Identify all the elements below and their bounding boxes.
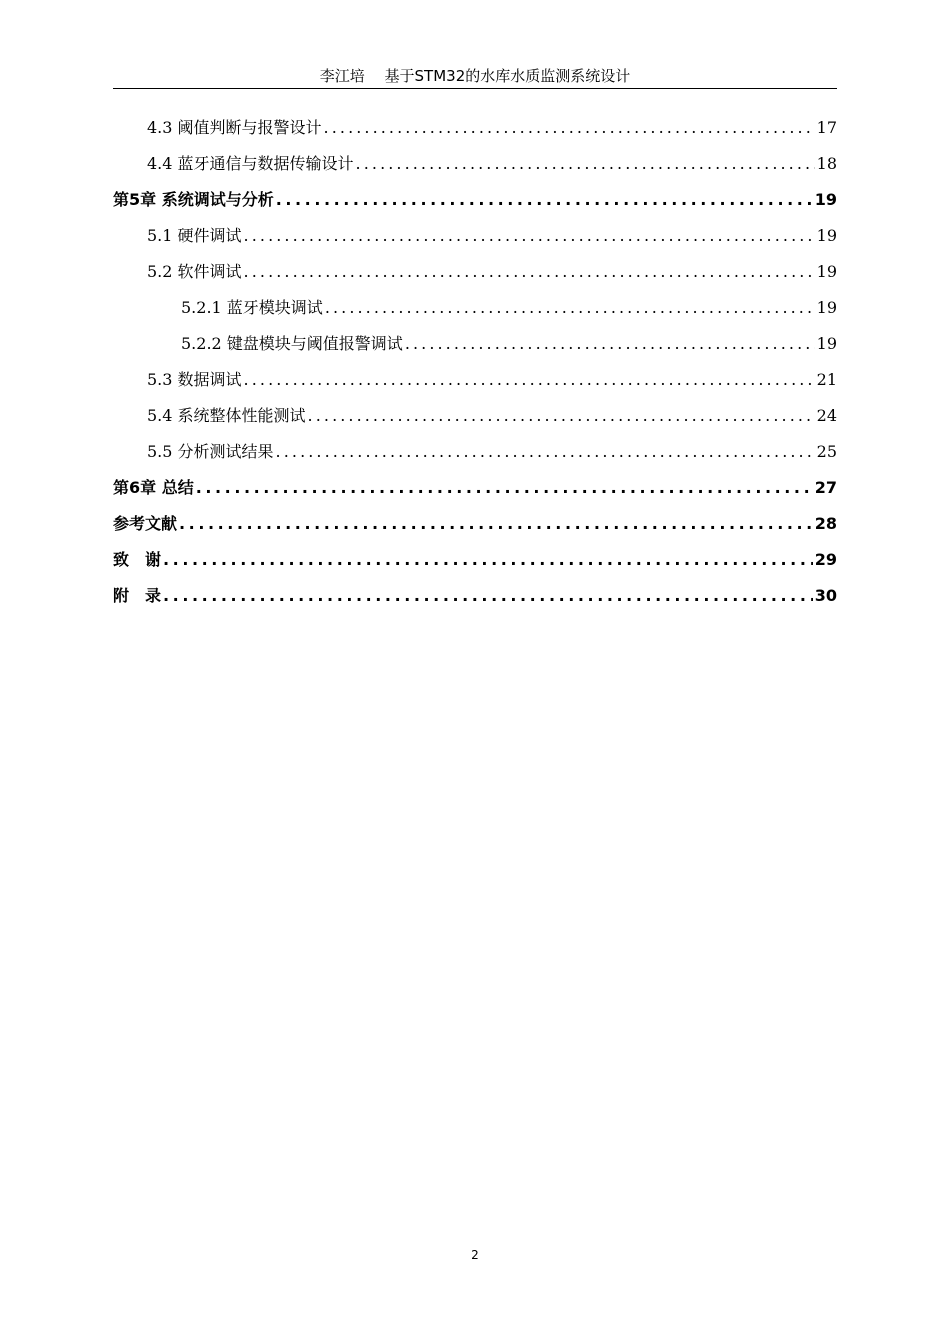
- toc-dot-leader: [324, 110, 815, 146]
- toc-entry-5-2-2[interactable]: [113, 326, 837, 362]
- toc-dot-leader: [163, 542, 813, 578]
- toc-entry-title: 5.2.2 键盘模块与阈值报警调试: [181, 334, 403, 353]
- toc-dot-leader: [325, 290, 815, 326]
- toc-dot-leader: [179, 506, 813, 542]
- toc-dot-leader: [244, 362, 815, 398]
- toc-entry-appendix[interactable]: [113, 578, 837, 614]
- toc-entry-page: 19: [816, 334, 837, 353]
- toc-entry-page: 19: [816, 226, 837, 245]
- toc-entry-page: 25: [816, 442, 837, 461]
- toc-entry-5-2-1[interactable]: [113, 290, 837, 326]
- toc-dot-leader: [276, 182, 813, 218]
- toc-entry-page: 24: [816, 406, 837, 425]
- toc-dot-leader: [244, 254, 815, 290]
- toc-entry-page: 30: [814, 586, 837, 605]
- toc-entry-page: 19: [816, 298, 837, 317]
- toc-entry-title: 致 谢: [113, 550, 162, 569]
- toc-entry-chapter-6[interactable]: [113, 470, 837, 506]
- toc-entry-title: 5.4 系统整体性能测试: [147, 406, 306, 425]
- toc-entry-title: 5.1 硬件调试: [147, 226, 242, 245]
- toc-entry-page: 27: [814, 478, 837, 497]
- page-header: 李江培 基于STM32的水库水质监测系统设计: [113, 64, 837, 89]
- toc-dot-leader: [196, 470, 813, 506]
- toc-entry-title: 5.3 数据调试: [147, 370, 242, 389]
- toc-entry-acknowledgements[interactable]: [113, 542, 837, 578]
- toc-entry-chapter-5[interactable]: [113, 182, 837, 218]
- toc-entry-5-3[interactable]: [113, 362, 837, 398]
- page-number: 2: [471, 1248, 479, 1262]
- toc-entry-page: 29: [814, 550, 837, 569]
- toc-entry-5-4[interactable]: [113, 398, 837, 434]
- toc-entry-page: 18: [816, 154, 837, 173]
- toc-entry-title: 附 录: [113, 586, 162, 605]
- toc-entry-title: 4.3 阈值判断与报警设计: [147, 118, 322, 137]
- toc-entry-title: 5.2.1 蓝牙模块调试: [181, 298, 323, 317]
- toc-entry-title: 5.5 分析测试结果: [147, 442, 274, 461]
- toc-entry-4-3[interactable]: [113, 110, 837, 146]
- toc-entry-page: 17: [816, 118, 837, 137]
- table-of-contents: [113, 110, 837, 614]
- toc-entry-title: 第5章 系统调试与分析: [113, 190, 274, 209]
- toc-entry-5-1[interactable]: [113, 218, 837, 254]
- toc-entry-5-5[interactable]: [113, 434, 837, 470]
- toc-entry-4-4[interactable]: [113, 146, 837, 182]
- toc-dot-leader: [405, 326, 815, 362]
- toc-entry-5-2[interactable]: [113, 254, 837, 290]
- toc-entry-title: 4.4 蓝牙通信与数据传输设计: [147, 154, 354, 173]
- toc-dot-leader: [163, 578, 813, 614]
- toc-dot-leader: [356, 146, 815, 182]
- toc-entry-page: 21: [816, 370, 837, 389]
- toc-entry-references[interactable]: [113, 506, 837, 542]
- toc-entry-title: 参考文献: [113, 514, 178, 533]
- toc-entry-title: 5.2 软件调试: [147, 262, 242, 281]
- toc-entry-title: 第6章 总结: [113, 478, 194, 497]
- toc-entry-page: 19: [816, 262, 837, 281]
- toc-entry-page: 28: [814, 514, 837, 533]
- toc-dot-leader: [276, 434, 815, 470]
- toc-entry-page: 19: [814, 190, 837, 209]
- toc-dot-leader: [308, 398, 815, 434]
- toc-dot-leader: [244, 218, 815, 254]
